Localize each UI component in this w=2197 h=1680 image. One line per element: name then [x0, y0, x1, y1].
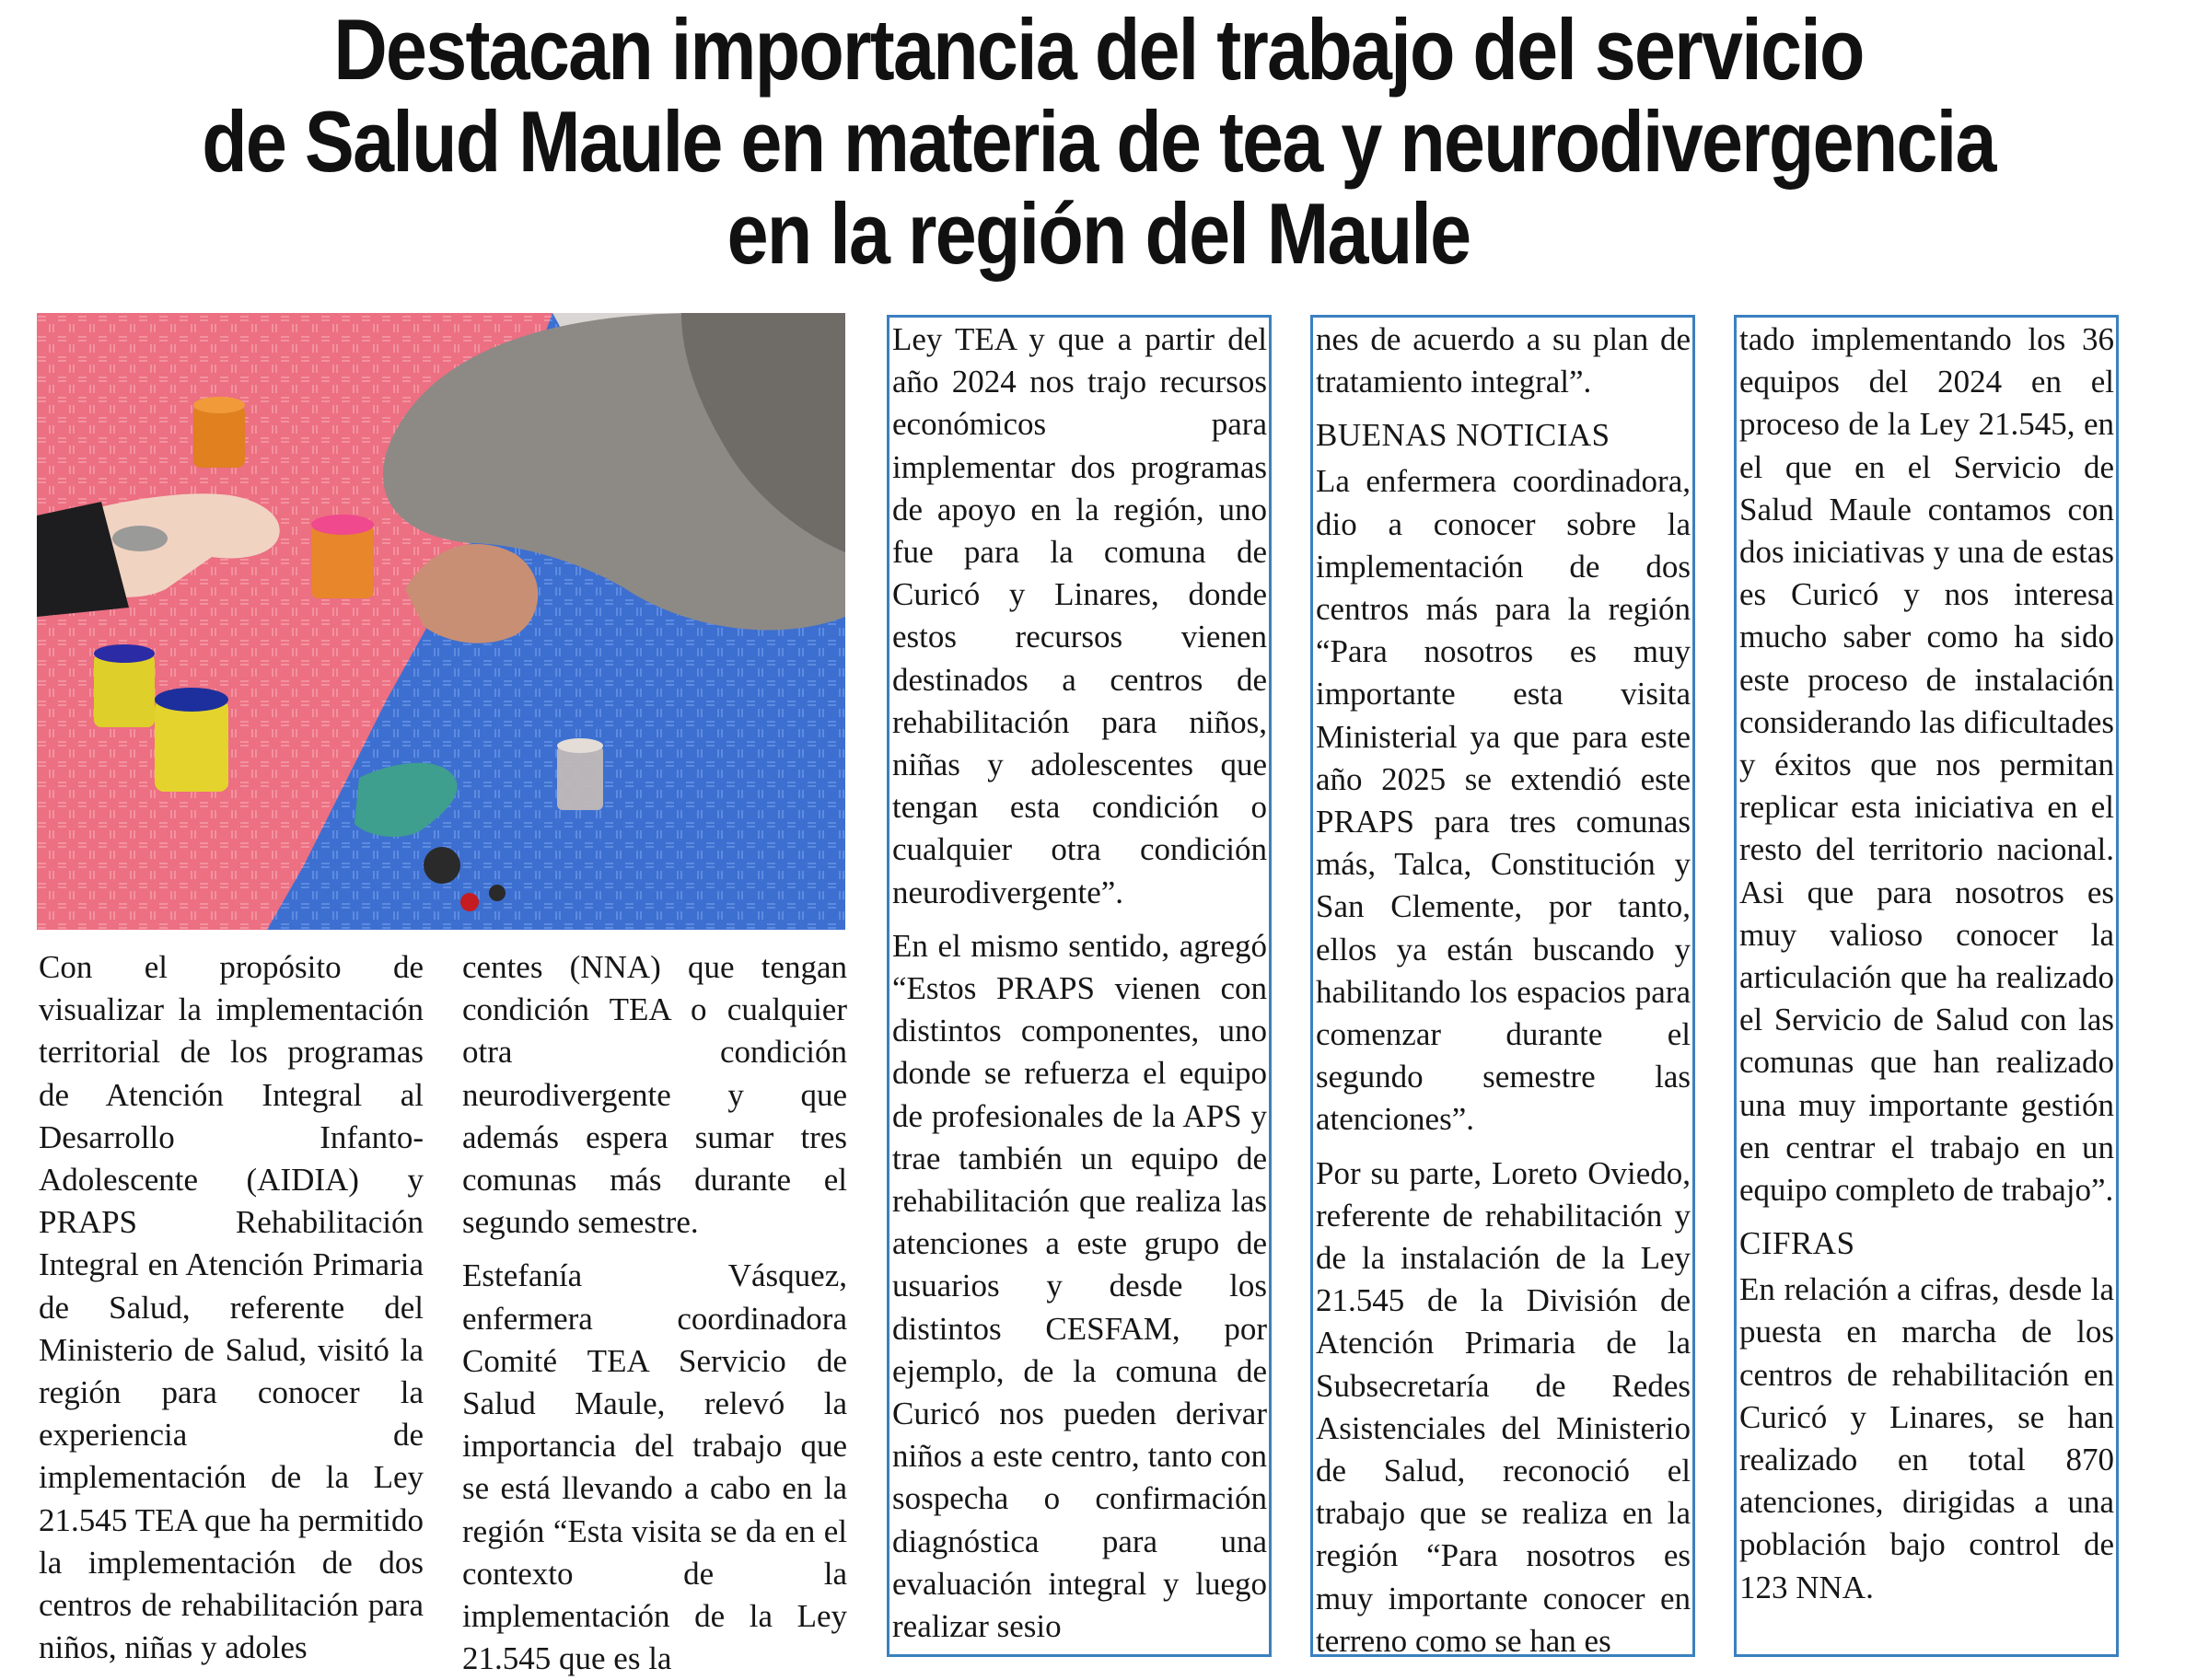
text-column-1 — [39, 946, 424, 1669]
paragraph: Con el propósito de visualizar la implementación territorial de los programas de Atención Integral al Desarrollo Infanto-Adolescente (AIDIA) y PRAPS Rehabilitación Integral en Atención Primaria de Salud, referente del Ministerio de Salud, visitó la región para conocer la experiencia de implementación de la Ley 21.545 TEA que ha permitido la implementación de dos centros de rehabilitación para niños, niñas y adoles — [39, 949, 424, 1666]
paragraph: Ley TEA y que a partir del año 2024 nos trajo recursos económicos para implementar dos programas de apoyo en la región, uno fue para la comuna de Curicó y Linares, donde estos recursos vienen destinados a centros de rehabilitación para niños, niñas y adolescentes que tengan esta condición o cualquier otra condición neurodivergente”. — [892, 321, 1267, 910]
headline-line-2: de Salud Maule en materia de tea y neurodivergencia — [202, 93, 1995, 190]
paragraph: Estefanía Vásquez, enfermera coordinadora Comité TEA Servicio de Salud Maule, relevó la importancia del trabajo que se está llevando a cabo en la región “Esta visita se da en el contexto de la implementación de la Ley 21.545 que es la — [462, 1257, 847, 1677]
headline-line-1: Destacan importancia del trabajo del servicio — [333, 1, 1864, 98]
paragraph: centes (NNA) que tengan condición TEA o cualquier otra condición neurodivergente y que además espera sumar tres comunas más durante el segundo semestre. — [462, 949, 847, 1241]
photo-illustration — [37, 313, 845, 930]
article-photo — [37, 313, 845, 930]
headline — [185, 1, 2011, 282]
paragraph: En el mismo sentido, agregó “Estos PRAPS vienen con distintos componentes, uno donde se refuerza el equipo de profesionales de la APS y trae también un equipo de rehabilitación que realiza las atenciones a este grupo de usuarios y desde los distintos CESFAM, por ejemplo, de la comuna de Curicó nos pueden derivar niños a este centro, tanto con sospecha o confirmación diagnóstica para una evaluación integral y luego realizar sesio — [892, 927, 1267, 1645]
text-column-2 — [462, 946, 847, 1680]
paragraph: tado implementando los 36 equipos del 2024 en el proceso de la Ley 21.545, en el que en el Servicio de Salud Maule contamos con dos iniciativas y una de estas es Curicó y nos interesa mucho saber como ha sido este proceso de instalación considerando las dificultades y éxitos que nos permitan replicar esta iniciativa en el resto del territorio nacional. Asi que para nosotros es muy valioso conocer la articulación que ha realizado el Servicio de Salud con las comunas que han realizado una muy importante gestión en centrar el trabajo en un equipo completo de trabajo”. — [1739, 321, 2114, 1209]
subheading-buenas-noticias: BUENAS NOTICIAS — [1316, 417, 1610, 454]
paragraph: nes de acuerdo a su plan de tratamiento integral”. — [1316, 321, 1691, 400]
paragraph: La enfermera coordinadora, dio a conocer sobre la implementación de dos centros más para la región “Para nosotros es muy importante esta visita Ministerial ya que para este año 2025 se extendió este PRAPS para tres comunas más, Talca, Constitución y San Clemente, por tanto, ellos ya están buscando y habilitando los espacios para comenzar durante el segundo semestre las atenciones”. — [1316, 463, 1691, 1138]
text-column-3 — [887, 315, 1272, 1657]
text-column-4 — [1310, 315, 1695, 1657]
headline-line-3: en la región del Maule — [727, 185, 1470, 282]
text-column-5 — [1734, 315, 2119, 1657]
paragraph: En relación a cifras, desde la puesta en marcha de los centros de rehabilitación en Curicó y Linares, se han realizado en total 870 atenciones, dirigidas a una población bajo control de 123 NNA. — [1739, 1271, 2114, 1605]
paragraph: Por su parte, Loreto Oviedo, referente de rehabilitación y de la instalación de la Ley 21.545 de la División de Atención Primaria de la Subsecretaría de Redes Asistenciales del Ministerio de Salud, reconoció el trabajo que se realiza en la región “Para nosotros es muy importante conocer en terreno como se han es — [1316, 1154, 1691, 1659]
subheading-cifras: CIFRAS — [1739, 1225, 1855, 1262]
